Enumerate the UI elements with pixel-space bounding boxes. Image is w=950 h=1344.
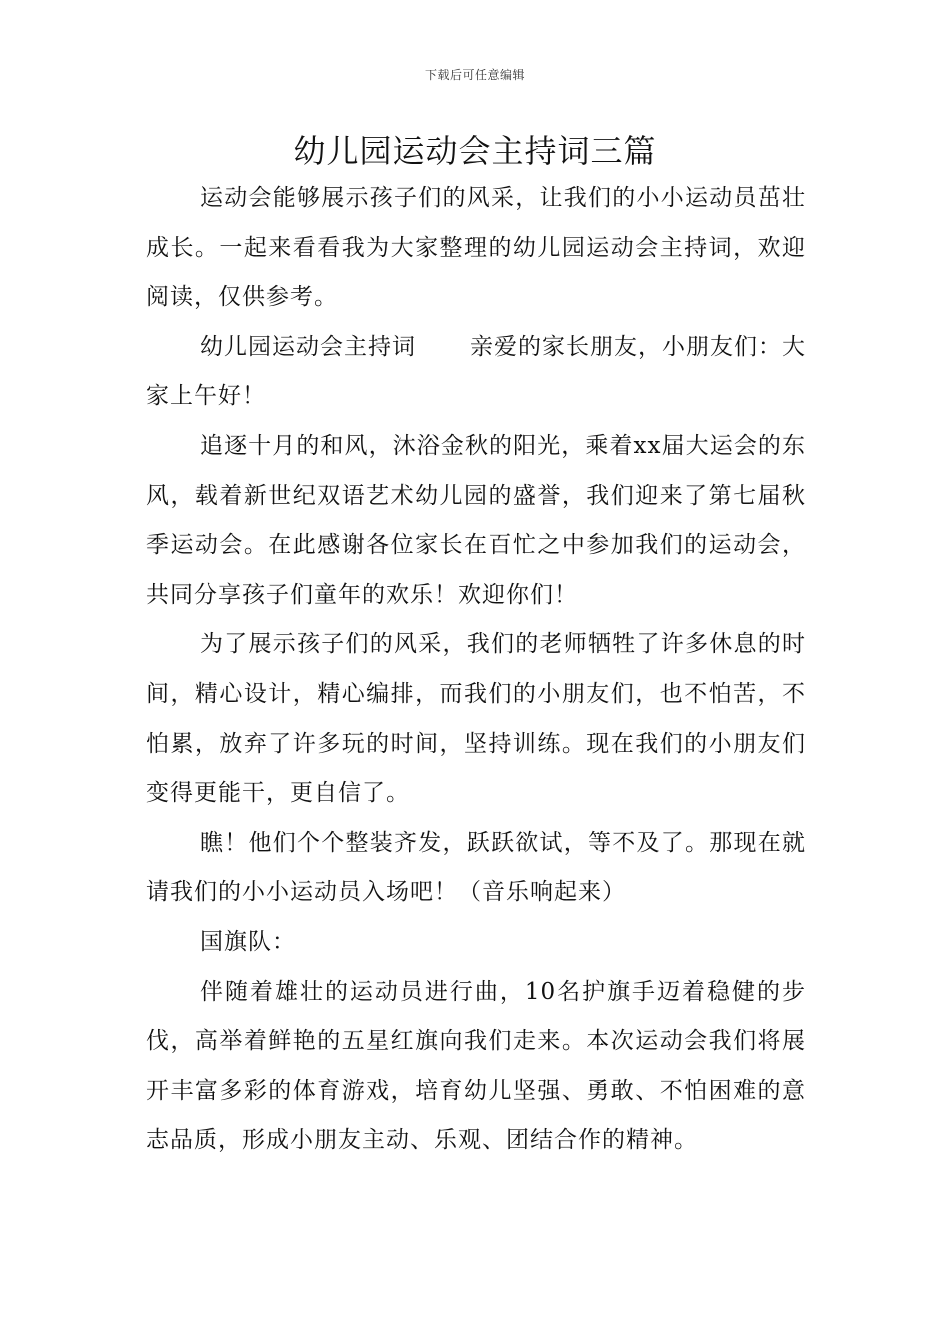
section-heading: 幼儿园运动会主持词 xyxy=(200,333,416,360)
flag-team-heading: 国旗队： xyxy=(200,928,296,955)
document-body xyxy=(146,174,806,1166)
body-paragraph: 瞧！他们个个整装齐发，跃跃欲试，等不及了。那现在就请我们的小小运动员入场吧！（音乐响起来） xyxy=(146,829,806,906)
body-paragraph: 为了展示孩子们的风采，我们的老师牺牲了许多休息的时间，精心设计，精心编排，而我们的小朋友们，也不怕苦，不怕累，放弃了许多玩的时间，坚持训练。现在我们的小朋友们变得更能干，更自信了。 xyxy=(146,631,806,807)
header-note: 下载后可任意编辑 xyxy=(424,68,525,82)
body-paragraph: 伴随着雄壮的运动员进行曲，10名护旗手迈着稳健的步伐，高举着鲜艳的五星红旗向我们走来。本次运动会我们将展开丰富多彩的体育游戏，培育幼儿坚强、勇敢、不怕困难的意志品质，形成小朋友主动、乐观、团结合作的精神。 xyxy=(146,978,806,1154)
document-title: 幼儿园运动会主持词三篇 xyxy=(293,132,657,170)
intro-paragraph: 运动会能够展示孩子们的风采，让我们的小小运动员茁壮成长。一起来看看我为大家整理的幼儿园运动会主持词，欢迎阅读，仅供参考。 xyxy=(146,185,806,311)
body-paragraph: 追逐十月的和风，沐浴金秋的阳光，乘着xx届大运会的东风，载着新世纪双语艺术幼儿园的盛誉，我们迎来了第七届秋季运动会。在此感谢各位家长在百忙之中参加我们的运动会，共同分享孩子们童年的欢乐！欢迎你们！ xyxy=(146,432,806,608)
heading-greeting-paragraph xyxy=(146,323,806,422)
greeting: 亲爱的家长朋友，小朋友们：大家上午好！ xyxy=(146,333,806,410)
